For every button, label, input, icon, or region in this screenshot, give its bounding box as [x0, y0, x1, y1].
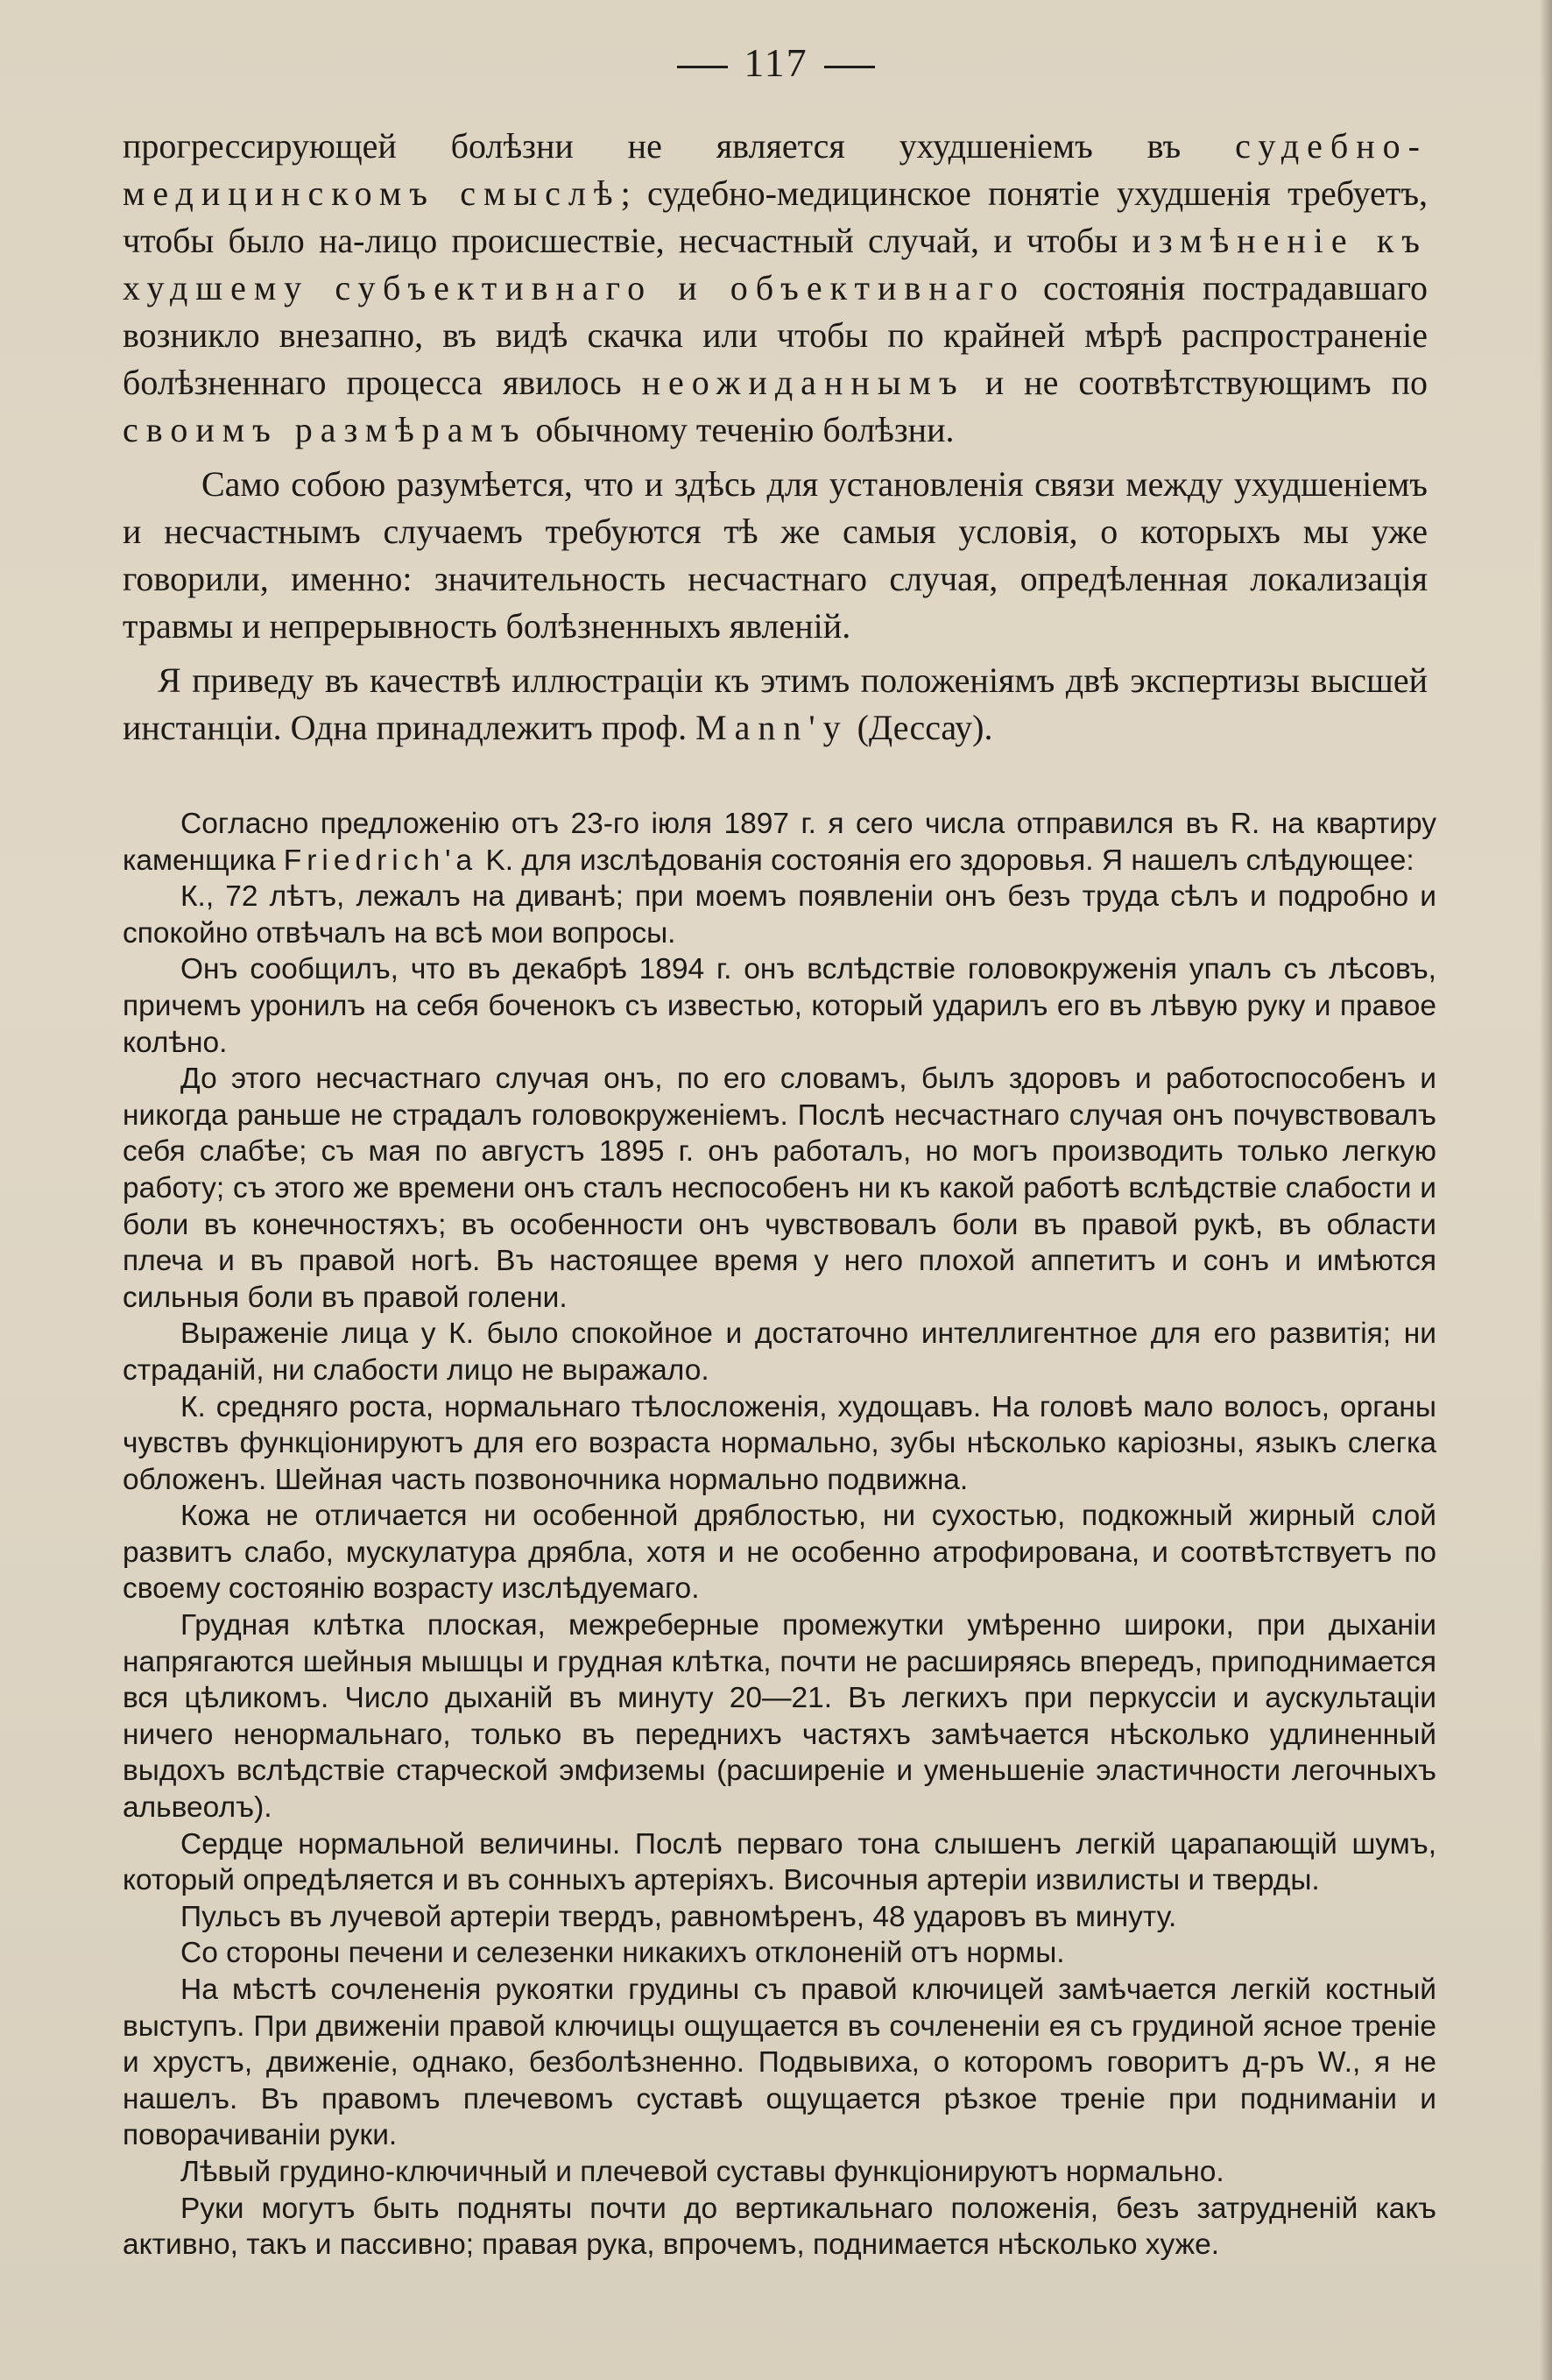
protocol-paragraph-8: Грудная клѣтка плоская, межреберные промежутки умѣренно широки, при дыханіи напрягаются шейныя мышцы и грудная клѣтка, почти не расширяясь впередъ, приподнимается вся цѣликомъ. Число дыханій въ минуту 20—21. Въ легкихъ при перкуссіи и аускультаціи ничего ненормальнаго, только въ переднихъ частяхъ замѣчается нѣсколько удлиненный выдохъ вслѣдствіе старческой эмфиземы (расширеніе и уменьшеніе эластичности легочныхъ альвеолъ). [123, 1609, 1436, 1825]
main-paragraph-3 [123, 657, 1428, 752]
spaced-text-run: Friedrich'a [283, 844, 478, 877]
page-number-dash-left [677, 66, 728, 68]
protocol-paragraph-14: Руки могутъ быть подняты почти до вертикальнаго положенія, безъ затрудненій какъ активно, такъ и пассивно; правая рука, впрочемъ, поднимается нѣсколько хуже. [123, 2192, 1436, 2262]
protocol-paragraph-13: Лѣвый грудино-ключичный и плечевой суставы функціонируютъ нормально. [180, 2155, 1224, 2188]
text-run: Согласно предложенію отъ 23-го іюля 1897 г. я сего числа отправился въ R. на квартиру каменщика [123, 808, 1436, 877]
spaced-text-run: измѣненіе къ худшему субъективнаго и объективнаго [123, 221, 1428, 307]
protocol-paragraph-10: Пульсъ въ лучевой артеріи твердъ, равномѣренъ, 48 ударовъ въ минуту. [180, 1900, 1177, 1933]
text-run: Я приведу въ качествѣ иллюстраціи къ этимъ положеніямъ двѣ экспертизы высшей инстанціи. Одна принадлежитъ проф. [123, 660, 1428, 747]
main-paragraph-2: Само собою разумѣется, что и здѣсь для установленія связи между ухудшеніемъ и несчастнымъ случаемъ требуются тѣ же самыя условія, о которыхъ мы уже говорили, именно: значительность несчастнаго случая, опредѣленная локализація травмы и непрерывность болѣзненныхъ явленій. [123, 464, 1428, 646]
protocol-paragraph-9: Сердце нормальной величины. Послѣ перваго тона слышенъ легкій царапающій шумъ, который опредѣляется и въ сонныхъ артеріяхъ. Височныя артеріи извилисты и тверды. [123, 1827, 1436, 1897]
spaced-text-run: своимъ размѣрамъ [123, 410, 527, 449]
text-run: ; судебно-медицинское понятіе ухудшенія требуетъ, чтобы было на-лицо происшествіе, несчастный случай, и чтобы [123, 173, 1429, 260]
protocol-paragraph-2: К., 72 лѣтъ, лежалъ на диванѣ; при моемъ появленіи онъ безъ труда сѣлъ и подробно и спокойно отвѣчалъ на всѣ мои вопросы. [123, 880, 1436, 950]
text-run: обычному теченію болѣзни. [526, 410, 955, 449]
main-text [123, 123, 1428, 759]
spaced-text-run: судебно-медицинскомъ смыслѣ [123, 126, 1428, 213]
page-number-value: 117 [744, 40, 808, 85]
protocol-paragraph-1 [123, 806, 1436, 879]
text-run: K. для изслѣдованія состоянія его здоровья. Я нашелъ слѣдующее: [477, 844, 1414, 877]
protocol-paragraph-4: До этого несчастнаго случая онъ, по его словамъ, былъ здоровъ и работоспособенъ и никогда раньше не страдалъ головокруженіемъ. Послѣ несчастнаго случая онъ почувствовалъ себя слабѣе; съ мая по августъ 1895 г. онъ работалъ, но могъ производить только легкую работу; съ этого же времени онъ сталъ неспособенъ ни къ какой работѣ вслѣдствіе слабости и боли въ конечностяхъ; въ особенности онъ чувствовалъ боли въ правой рукѣ, въ области плеча и въ правой ногѣ. Въ настоящее время у него плохой аппетитъ и сонъ и имѣются сильныя боли въ правой голени. [123, 1063, 1436, 1314]
protocol-paragraph-7: Кожа не отличается ни особенной дряблостью, ни сухостью, подкожный жирный слой развитъ слабо, мускулатура дрябла, хотя и не особенно атрофирована, и соотвѣтствуетъ по своему состоянію возрасту изслѣдуемаго. [123, 1500, 1436, 1606]
text-run: и не соотвѣтствующимъ по [964, 363, 1429, 402]
protocol-paragraph-3: Онъ сообщилъ, что въ декабрѣ 1894 г. онъ вслѣдствіе головокруженія упалъ съ лѣсовъ, причемъ уронилъ на себя боченокъ съ известью, который ударилъ его въ лѣвую руку и правое колѣно. [123, 953, 1436, 1059]
protocol-paragraph-6: К. средняго роста, нормальнаго тѣлосложенія, худощавъ. На головѣ мало волосъ, органы чувствъ функціонируютъ для его возраста нормально, зубы нѣсколько каріозны, языкъ слегка обложенъ. Шейная часть позвоночника нормально подвижна. [123, 1390, 1436, 1496]
text-run: прогрессирующей болѣзни не является ухудшеніемъ въ [123, 126, 1236, 166]
page-number [0, 39, 1552, 86]
spaced-text-run: неожиданнымъ [641, 363, 965, 402]
main-paragraph-1 [123, 123, 1428, 454]
protocol-paragraph-12: На мѣстѣ сочлененія рукоятки грудины съ правой ключицей замѣчается легкій костный выступъ. При движеніи правой ключицы ощущается въ сочлененіи ея съ грудиной ясное треніе и хрустъ, движеніе, однако, безболѣзненно. Подвывиха, о которомъ говоритъ д-ръ W., я не нашелъ. Въ правомъ плечевомъ суставѣ ощущается рѣзкое треніе при подниманіи и поворачиваніи руки. [123, 1974, 1436, 2152]
text-run: состоянія пострадавшаго возникло внезапно, въ видѣ скачка или чтобы по крайней мѣрѣ распространеніе болѣзненнаго процесса явилось [123, 268, 1428, 402]
protocol-paragraph-11: Со стороны печени и селезенки никакихъ отклоненій отъ нормы. [180, 1937, 1065, 1970]
spaced-text-run: Mann'у [695, 708, 849, 747]
protocol-paragraph-5: Выраженіе лица у К. было спокойное и достаточно интеллигентное для его развитія; ни страданій, ни слабости лицо не выражало. [123, 1317, 1436, 1387]
expert-protocol [123, 806, 1436, 2263]
text-run: (Дессау). [848, 708, 993, 747]
page-number-dash-right [824, 66, 875, 68]
